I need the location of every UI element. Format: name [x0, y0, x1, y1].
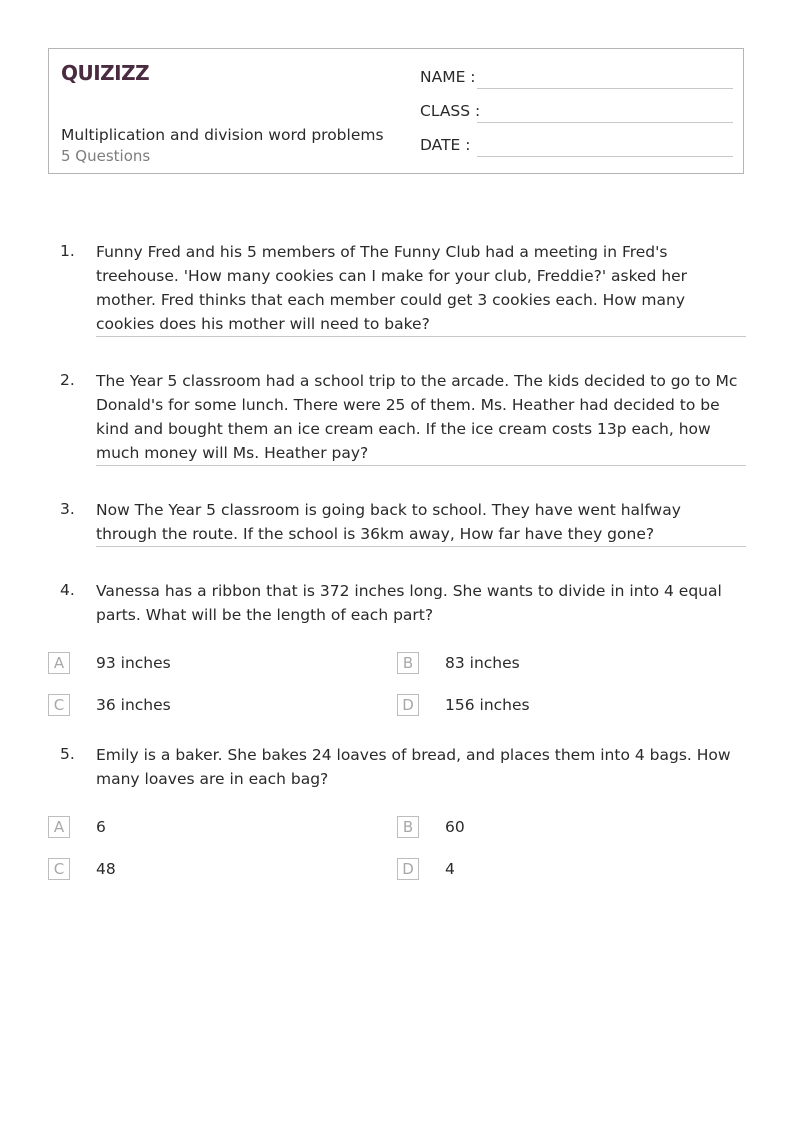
question-5-option-d-box[interactable]: D	[397, 858, 419, 880]
name-line[interactable]	[477, 88, 733, 89]
question-4-option-d-box[interactable]: D	[397, 694, 419, 716]
class-field[interactable]	[420, 102, 733, 126]
question-1-number: 1.	[60, 242, 75, 260]
question-5-option-b-box[interactable]: B	[397, 816, 419, 838]
question-4-text: Vanessa has a ribbon that is 372 inches long. She wants to divide in into 4 equal parts. What will be the length of each part?	[96, 582, 722, 624]
worksheet-header	[48, 48, 744, 174]
quizizz-logo	[61, 60, 151, 86]
question-5-number: 5.	[60, 745, 75, 763]
name-label: NAME :	[420, 68, 476, 86]
question-2-text: The Year 5 classroom had a school trip to the arcade. The kids decided to go to Mc Donald's for some lunch. There were 25 of them. Ms. Heather had decided to be kind and bought them an ice cream each. If the ice cream costs 13p each, how much money will Ms. Heather pay?	[96, 372, 738, 462]
date-label: DATE :	[420, 136, 471, 154]
question-5-option-a-text: 6	[96, 818, 106, 836]
question-5-text: Emily is a baker. She bakes 24 loaves of bread, and places them into 4 bags. How many loaves are in each bag?	[96, 746, 731, 788]
question-2-answer-line[interactable]	[96, 465, 746, 466]
question-2-number: 2.	[60, 371, 75, 389]
question-4-number: 4.	[60, 581, 75, 599]
question-4-option-b-text: 83 inches	[445, 654, 520, 672]
worksheet-title: Multiplication and division word problems	[61, 126, 384, 144]
question-4-option-d-text: 156 inches	[445, 696, 530, 714]
svg-text:QUIZIZZ: QUIZIZZ	[61, 61, 150, 85]
question-4-option-c-text: 36 inches	[96, 696, 171, 714]
date-field[interactable]	[420, 136, 733, 160]
question-3-text: Now The Year 5 classroom is going back to school. They have went halfway through the route. If the school is 36km away, How far have they gone?	[96, 501, 681, 543]
question-5-option-d-text: 4	[445, 860, 455, 878]
question-1-text: Funny Fred and his 5 members of The Funny Club had a meeting in Fred's treehouse. 'How many cookies can I make for your club, Freddie?' asked her mother. Fred thinks that each member could get 3 cookies each. How many cookies does his mother will need to bake?	[96, 243, 688, 333]
name-field[interactable]	[420, 68, 733, 92]
question-5-option-c-box[interactable]: C	[48, 858, 70, 880]
question-4-option-a-box[interactable]: A	[48, 652, 70, 674]
class-label: CLASS :	[420, 102, 481, 120]
question-3-number: 3.	[60, 500, 75, 518]
question-count: 5 Questions	[61, 147, 151, 165]
question-5-option-c-text: 48	[96, 860, 116, 878]
question-4-option-c-box[interactable]: C	[48, 694, 70, 716]
question-5-option-a-box[interactable]: A	[48, 816, 70, 838]
question-3-answer-line[interactable]	[96, 546, 746, 547]
date-line[interactable]	[477, 156, 733, 157]
question-4-option-b-box[interactable]: B	[397, 652, 419, 674]
question-5-option-b-text: 60	[445, 818, 465, 836]
question-1-answer-line[interactable]	[96, 336, 746, 337]
question-4-option-a-text: 93 inches	[96, 654, 171, 672]
class-line[interactable]	[477, 122, 733, 123]
